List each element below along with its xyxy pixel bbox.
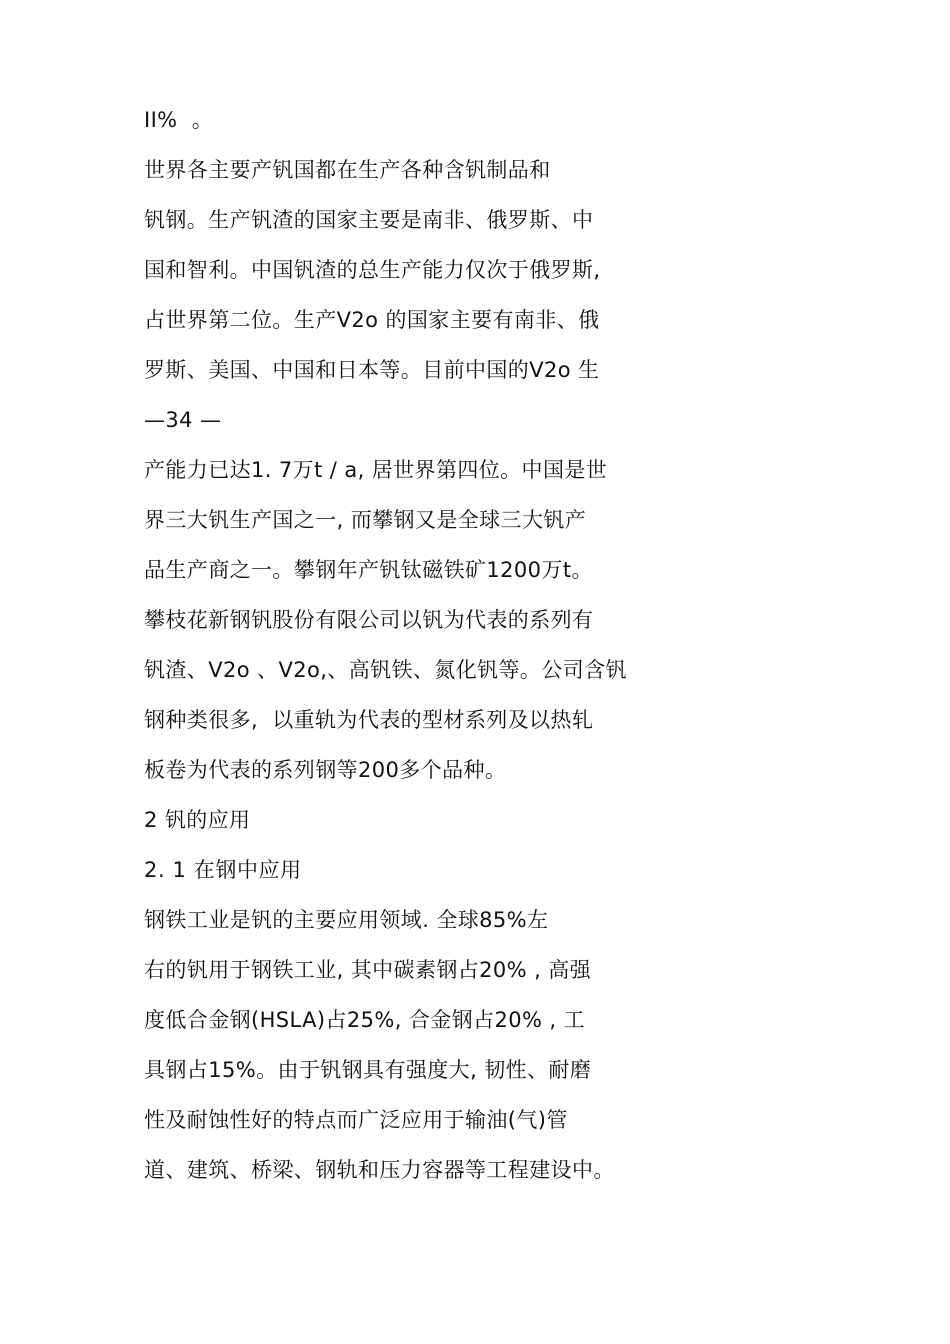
text-line: 国和智利。中国钒渣的总生产能力仅次于俄罗斯, (144, 258, 601, 282)
text-line: 钒钢。生产钒渣的国家主要是南非、俄罗斯、中 (144, 208, 594, 232)
text-line: 界三大钒生产国之一, 而攀钢又是全球三大钒产 (144, 508, 587, 532)
text-line: 罗斯、美国、中国和日本等。目前中国的V2o 生 (144, 358, 600, 382)
text-line: 攀枝花新钢钒股份有限公司以钒为代表的系列有 (144, 608, 594, 632)
text-line: 度低合金钢(HSLA)占25%, 合金钢占20% , 工 (144, 1008, 585, 1032)
text-line: 钢铁工业是钒的主要应用领域. 全球85%左 (144, 908, 549, 932)
subsection-heading: 2. 1 在钢中应用 (144, 858, 302, 882)
text-line-continuation: II% 。 (144, 108, 214, 132)
text-line: 性及耐蚀性好的特点而广泛应用于输油(气)管 (144, 1108, 568, 1132)
text-line: 板卷为代表的系列钢等200多个品种。 (144, 758, 507, 782)
text-line: 产能力已达1. 7万t / a, 居世界第四位。中国是世 (144, 458, 608, 482)
text-line: 占世界第二位。生产V2o 的国家主要有南非、俄 (144, 308, 600, 332)
text-line: 钒渣、V2o 、V2o,、高钒铁、氮化钒等。公司含钒 (144, 658, 627, 682)
text-line: 右的钒用于钢铁工业, 其中碳素钢占20% , 高强 (144, 958, 592, 982)
text-line: 具钢占15%。由于钒钢具有强度大, 韧性、耐磨 (144, 1058, 592, 1082)
text-line: 世界各主要产钒国都在生产各种含钒制品和 (144, 158, 551, 182)
text-line: 钢种类很多, 以重轨为代表的型材系列及以热轧 (144, 708, 594, 732)
section-heading: 2 钒的应用 (144, 808, 251, 832)
text-line: 品生产商之一。攀钢年产钒钛磁铁矿1200万t。 (144, 558, 593, 582)
page-number: —34 — (144, 408, 222, 432)
text-line: 道、建筑、桥梁、钢轨和压力容器等工程建设中。 (144, 1158, 615, 1182)
